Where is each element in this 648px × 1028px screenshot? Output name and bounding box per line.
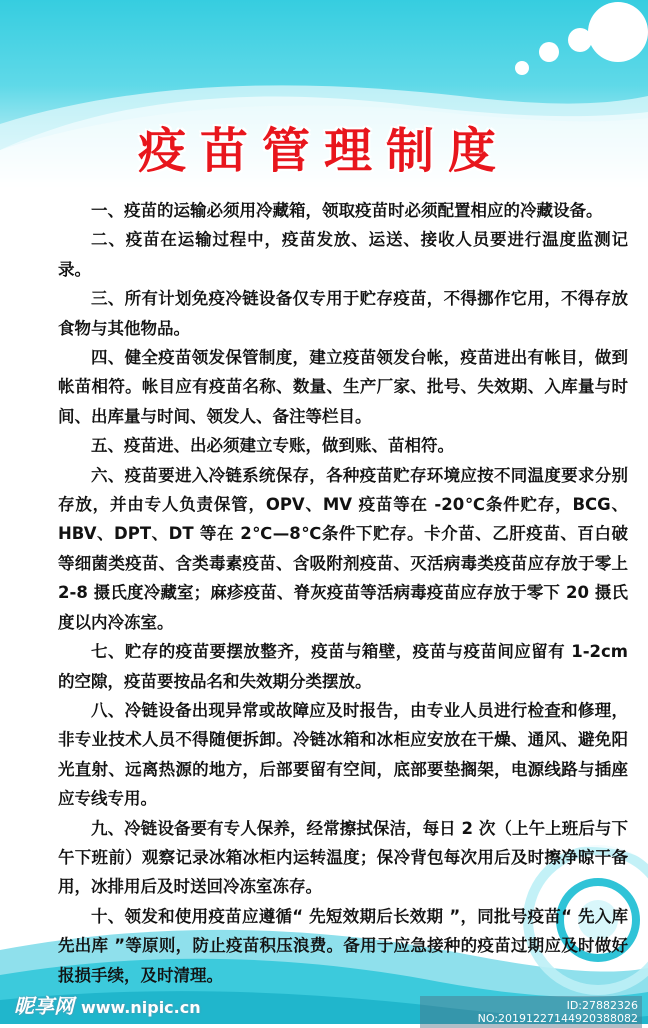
- watermark-brand: [14, 990, 201, 1019]
- page-title: 疫苗管理制度: [137, 123, 510, 179]
- bubble: [539, 42, 559, 62]
- rules-content: [58, 196, 628, 990]
- rule-paragraph-8: 八、冷链设备出现异常或故障应及时报告，由专业人员进行检查和修理，非专业技术人员不得随便拆卸。冷链冰箱和冰柜应安放在干燥、通风、避免阳光直射、远离热源的地方，后部要留有空间，底部要垫搁架，电源线路与插座应专线专用。: [58, 700, 628, 809]
- rule-paragraph-10: 十、领发和使用疫苗应遵循“ 先短效期后长效期 ”，同批号疫苗“ 先入库先出库 ”等原则，防止疫苗积压浪费。备用于应急接种的疫苗过期应及时做好报损手续，及时清理。: [58, 906, 628, 985]
- watermark-brand-name: 昵享网: [14, 994, 74, 1018]
- rule-paragraph-6: 六、疫苗要进入冷链系统保存，各种疫苗贮存环境应按不同温度要求分别存放，并由专人负责保管，OPV、MV 疫苗等在 -20℃条件贮存，BCG、HBV、DPT、DT 等在 2℃—8℃条件下贮存。卡介苗、乙肝疫苗、百白破等细菌类疫苗、含类毒素疫苗、含吸附剂疫苗、灭活病毒类疫苗应存放于零上 2-8 摄氏度冷藏室；麻疹疫苗、脊灰疫苗等活病毒疫苗应存放于零下 20 摄氏度以内冷冻室。: [58, 465, 628, 632]
- bubble: [515, 61, 529, 75]
- rule-paragraph-9: 九、冷链设备要有专人保养，经常擦拭保洁，每日 2 次（上午上班后与下午下班前）观察记录冰箱冰柜内运转温度；保冷背包每次用后及时擦净晾干备用，冰排用后及时送回冷冻室冻存。: [58, 818, 628, 897]
- rule-paragraph-2: 二、疫苗在运输过程中，疫苗发放、运送、接收人员要进行温度监测记录。: [58, 230, 628, 279]
- rule-paragraph-7: 七、贮存的疫苗要摆放整齐，疫苗与箱壁，疫苗与疫苗间应留有 1-2cm 的空隙，疫苗要按品名和失效期分类摆放。: [58, 642, 628, 691]
- rule-paragraph-4: 四、健全疫苗领发保管制度，建立疫苗领发台帐，疫苗进出有帐目，做到帐苗相符。帐目应有疫苗名称、数量、生产厂家、批号、失效期、入库量与时间、出库量与时间、领发人、备注等栏目。: [58, 348, 628, 426]
- bubble: [568, 28, 592, 52]
- rule-paragraph-3: 三、所有计划免疫冷链设备仅专用于贮存疫苗，不得挪作它用，不得存放食物与其他物品。: [58, 289, 628, 338]
- rule-paragraph-1: 一、疫苗的运输必须用冷藏箱，领取疫苗时必须配置相应的冷藏设备。: [91, 201, 603, 220]
- watermark-id: ID:27882326 NO:20191227144920388082: [420, 996, 642, 1028]
- watermark-url: www.nipic.cn: [80, 998, 201, 1017]
- bubble: [588, 2, 648, 62]
- rule-paragraph-5: 五、疫苗进、出必须建立专账，做到账、苗相符。: [91, 436, 454, 456]
